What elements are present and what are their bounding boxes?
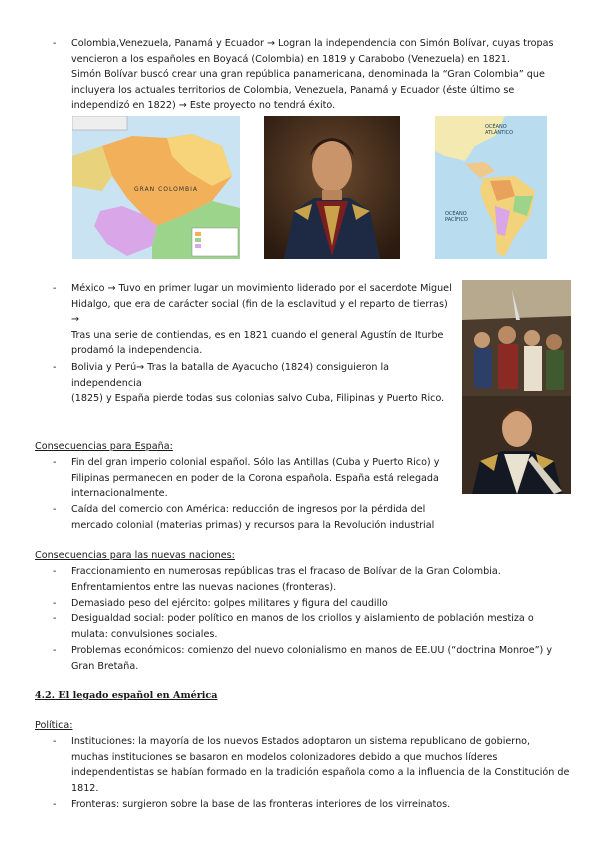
text-line: Instituciones: la mayoría de los nuevos Estados adoptaron un sistema republicano de gobierno,: [71, 736, 531, 747]
text-line: Fraccionamiento en numerosas repúblicas tras el fracaso de Bolívar de la Gran Colombia.: [71, 566, 501, 577]
list-item: [53, 564, 573, 595]
list-item: [53, 797, 573, 813]
bullet-dash: -: [53, 283, 57, 294]
map-gran-colombia-image: [72, 116, 240, 259]
text-line: mulata: convulsiones sociales.: [71, 628, 218, 640]
ocean-label: OCÉANO PACÍFICO: [445, 211, 468, 223]
text-line: 1812.: [71, 782, 99, 794]
text-line: Problemas económicos: comienzo del nuevo colonialismo en manos de EE.UU (“doctrina Monroe”) y: [71, 645, 553, 656]
heading-consecuencias-espana: Consecuencias para España:: [35, 441, 173, 452]
painting-independence-image: [462, 280, 571, 396]
text-line: Fronteras: surgieron sobre la base de las fronteras interiores de los virreinatos.: [71, 799, 451, 810]
list-item: [53, 611, 573, 642]
bullet-dash: -: [53, 613, 57, 624]
text-line: mercado colonial (materias primas) y recursos para la Revolución industrial: [71, 519, 435, 531]
bullet-dash: -: [53, 736, 57, 747]
text-line: Gran Bretaña.: [71, 660, 139, 672]
text-line: (1825) y España pierde todas sus colonias salvo Cuba, Filipinas y Puerto Rico.: [71, 393, 445, 405]
text-line: independentistas se habían formado en la tradición española como a la influencia de la Constitución de: [71, 767, 570, 779]
ocean-label: OCÉANO ATLÁNTICO: [485, 124, 514, 136]
text-line: Enfrentamientos entre las nuevas naciones (fronteras).: [71, 581, 337, 593]
heading-legado: 4.2. El legado español en América: [35, 690, 218, 701]
text-line: México → Tuvo en primer lugar un movimiento liderado por el sacerdote Miguel: [71, 283, 452, 294]
bullet-dash: -: [53, 362, 57, 373]
text-line: Filipinas permanecen en poder de la Corona española. España está relegada: [71, 472, 439, 484]
text-line: Fin del gran imperio colonial español. Sólo las Antillas (Cuba y Puerto Rico) y: [71, 457, 440, 468]
list-item: [53, 643, 573, 674]
subheading-politica: Política:: [35, 720, 73, 731]
portrait-bolivar-image: [264, 116, 400, 259]
portrait-iturbide-image: [462, 396, 571, 494]
map-america-image: [435, 116, 547, 259]
list-item: [53, 455, 458, 502]
text-line: prodamó la independencia.: [71, 345, 203, 357]
heading-consecuencias-naciones: Consecuencias para las nuevas naciones:: [35, 550, 235, 561]
text-line: Tras una serie de contiendas, es en 1821 cuando el general Agustín de Iturbe: [71, 329, 444, 341]
list-item: [53, 502, 458, 533]
bullet-dash: -: [53, 799, 57, 810]
bullet-dash: -: [53, 645, 57, 656]
bullet-dash: -: [53, 457, 57, 468]
list-item: [53, 596, 573, 612]
text-line: Hidalgo, que era de carácter social (fin de la esclavitud y el reparto de tierras) →: [71, 298, 448, 326]
text-line: Caída del comercio con América: reducción de ingresos por la pérdida del: [71, 504, 426, 515]
text-line: Demasiado peso del ejército: golpes militares y figura del caudillo: [71, 598, 388, 609]
text-line: vencieron a los españoles en Boyacá (Colombia) en 1819 y Carabobo (Venezuela) en 1821.: [71, 53, 510, 65]
bullet-dash: -: [53, 504, 57, 515]
text-line: internacionalmente.: [71, 488, 168, 500]
map-label: GRAN COLOMBIA: [134, 186, 199, 193]
bullet-mexico: [53, 281, 458, 359]
text-line: incluyera los actuales territorios de Colombia, Venezuela, Panamá y Ecuador (éste último se: [71, 84, 515, 96]
list-item: [53, 734, 573, 796]
bullet-bolivia-peru: [53, 360, 458, 407]
bullet-gran-colombia: [53, 36, 563, 114]
text-line: Bolivia y Perú→ Tras la batalla de Ayacucho (1824) consiguieron la independencia: [71, 362, 390, 389]
bullet-dash: -: [53, 598, 57, 609]
text-line: independizó en 1822) → Este proyecto no tendrá éxito.: [71, 100, 336, 112]
text-line: Simón Bolívar buscó crear una gran república panamericana, denominada la “Gran Colombia” que: [71, 69, 545, 81]
text-line: muchas instituciones se basaron en modelos colonizadores debido a que muchos líderes: [71, 751, 498, 763]
bullet-dash: -: [53, 566, 57, 577]
text-line: Colombia,Venezuela, Panamá y Ecuador → Logran la independencia con Simón Bolívar, cuyas tropas: [71, 38, 554, 49]
text-line: Desigualdad social: poder político en manos de los criollos y aislamiento de población mestiza o: [71, 613, 534, 624]
bullet-dash: -: [53, 38, 57, 49]
